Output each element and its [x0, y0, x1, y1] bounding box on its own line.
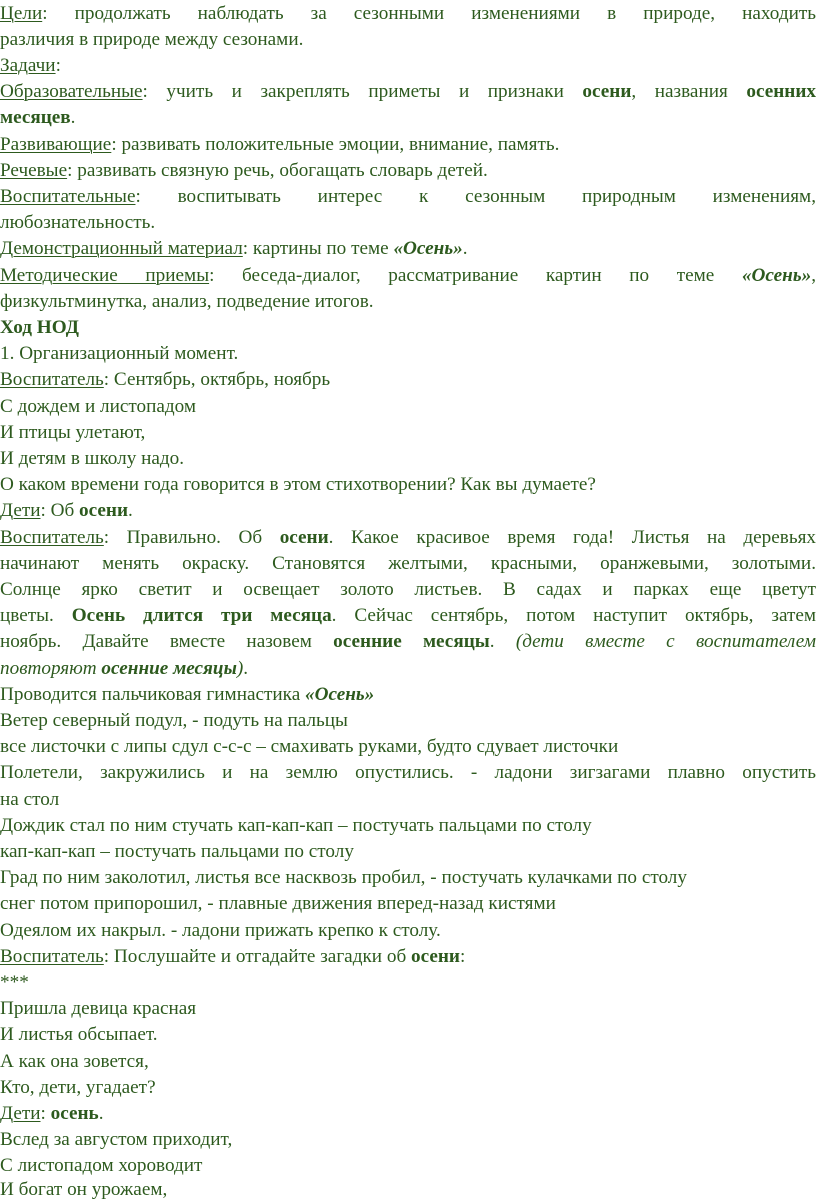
tasks-heading	[0, 53, 816, 78]
educational-label: Образовательные	[0, 81, 143, 102]
teacher-poem-line-1	[0, 367, 816, 392]
riddles-intro	[0, 944, 816, 969]
teacher-label: Воспитатель	[0, 369, 104, 390]
goals-label: Цели	[0, 3, 43, 24]
lesson-heading: Ход НОД	[0, 317, 79, 338]
children-label: Дети	[0, 500, 41, 521]
educational-bold-autumnal: осенних	[746, 81, 816, 102]
riddles-intro-end: :	[460, 946, 466, 967]
speech-text: : развивать связную речь, обогащать словарь детей.	[67, 160, 488, 181]
educational-text-2: , названия	[631, 81, 747, 102]
answer-1-bold: осени	[79, 500, 129, 521]
children-label: Дети	[0, 1103, 41, 1124]
speech-l5-italic: (дети вместе с воспитателем	[515, 631, 816, 652]
methods-label: Методические приемы	[0, 265, 210, 286]
tasks-colon: :	[55, 55, 61, 76]
teacher-speech-line-1	[0, 525, 816, 550]
teacher-speech-text: : Правильно. Об	[103, 527, 280, 548]
gymnastics-line-5: Дождик стал по ним стучать кап-кап-кап – постучать пальцами по столу	[0, 815, 592, 836]
speech-label: Речевые	[0, 160, 68, 181]
tasks-label: Задачи	[0, 55, 56, 76]
educational-end: .	[70, 107, 76, 128]
educational-text: : учить и закреплять приметы и признаки	[142, 81, 583, 102]
educational-bold-months: месяцев	[0, 107, 71, 128]
teacher-speech-line-4	[0, 603, 816, 628]
gymnastics-line-4: на стол	[0, 789, 60, 810]
poem-line-4: И детям в школу надо.	[0, 448, 185, 469]
methods-line-1	[0, 263, 816, 288]
teacher-speech-line-6	[0, 656, 816, 681]
gymnastics-intro-text: Проводится пальчиковая гимнастика	[0, 684, 306, 705]
gymnastics-line-7: Град по ним заколотил, листья все насквозь пробил, - постучать кулачками по столу	[0, 867, 687, 888]
teacher-speech-line-3: Солнце ярко светит и освещает золото листьев. В садах и парках еще цветут	[0, 579, 816, 600]
teacher-label: Воспитатель	[0, 527, 104, 548]
poem-line-1: : Сентябрь, октябрь, ноябрь	[103, 369, 331, 390]
gymnastics-line-9: Одеялом их накрыл. - ладони прижать крепко к столу.	[0, 920, 441, 941]
teacher-label: Воспитатель	[0, 946, 104, 967]
demo-label: Демонстрационный материал	[0, 238, 243, 259]
methods-comma: ,	[811, 265, 816, 286]
speech-l6-c: )	[236, 658, 244, 679]
gymnastics-line-3: Полетели, закружились и на землю опустились. - ладони зигзагами плавно опустить	[0, 762, 816, 783]
demo-topic: «Осень»	[393, 238, 463, 259]
demo-text: : картины по теме	[242, 238, 394, 259]
methods-text: : беседа-диалог, рассматривание картин по теме	[209, 265, 742, 286]
riddles-intro-text: : Послушайте и отгадайте загадки об	[103, 946, 412, 967]
speech-l4-c: . Сейчас сентябрь, потом наступит октябрь, затем	[331, 605, 816, 626]
educational-bold-autumn: осени	[582, 81, 632, 102]
poem-line-3: И птицы улетают,	[0, 422, 146, 443]
speech-l6-bold: осенние месяцы	[101, 658, 237, 679]
gymnastics-line-8: снег потом припорошил, - плавные движения вперед-назад кистями	[0, 893, 556, 914]
answer-2-end: .	[98, 1103, 104, 1124]
teacher-speech-bold: осени	[279, 527, 329, 548]
goals-text: : продолжать наблюдать за сезонными изменениями в природе, находить	[42, 3, 816, 24]
answer-1-end: .	[128, 500, 133, 521]
goals-line-2: различия в природе между сезонами.	[0, 29, 304, 50]
upbringing-line-2: любознательность.	[0, 212, 156, 233]
org-moment: 1. Организационный момент.	[0, 343, 239, 364]
educational-line-1	[0, 79, 816, 104]
riddle-1-line-3: А как она зовется,	[0, 1051, 149, 1072]
answer-2-text: :	[40, 1103, 51, 1124]
speech-l5-c: .	[489, 631, 516, 652]
demo-line	[0, 236, 816, 261]
poem-line-2: С дождем и листопадом	[0, 396, 197, 417]
question-line: О каком времени года говорится в этом стихотворении? Как вы думаете?	[0, 474, 596, 495]
gymnastics-title: «Осень»	[305, 684, 375, 705]
speech-l5-bold: осенние месяцы	[333, 631, 490, 652]
teacher-speech-line-5	[0, 629, 816, 654]
speech-l4-bold: Осень длится три месяца	[71, 605, 332, 626]
speech-line	[0, 158, 816, 183]
demo-end: .	[462, 238, 468, 259]
methods-topic: «Осень»	[741, 265, 812, 286]
riddle-2-line-2: С листопадом хороводит	[0, 1155, 203, 1176]
riddles-intro-bold: осени	[411, 946, 460, 967]
teacher-speech-line-2: начинают менять окраску. Становятся желтыми, красными, оранжевыми, золотыми.	[0, 553, 816, 574]
speech-l6-a: повторяют	[0, 658, 102, 679]
riddle-2-line-1: Вслед за августом приходит,	[0, 1129, 233, 1150]
speech-l4-a: цветы.	[0, 605, 72, 626]
children-answer-2	[0, 1101, 816, 1126]
gymnastics-intro	[0, 682, 816, 707]
goals-line-1	[0, 1, 816, 26]
riddle-separator: ***	[0, 972, 29, 993]
riddle-1-line-4: Кто, дети, угадает?	[0, 1077, 156, 1098]
answer-2-bold: осень	[50, 1103, 99, 1124]
educational-line-2	[0, 105, 816, 130]
answer-1-text: : Об	[40, 500, 80, 521]
gymnastics-line-1: Ветер северный подул, - подуть на пальцы	[0, 710, 348, 731]
children-answer-1	[0, 498, 816, 523]
gymnastics-line-6: кап-кап-кап – постучать пальцами по столу	[0, 841, 354, 862]
riddle-2-line-3: И богат он урожаем,	[0, 1179, 168, 1200]
upbringing-line-1	[0, 184, 816, 209]
riddle-1-line-1: Пришла девица красная	[0, 998, 197, 1019]
speech-l6-end: .	[243, 658, 249, 679]
teacher-speech-text-2: . Какое красивое время года! Листья на деревьях	[328, 527, 816, 548]
upbringing-text: : воспитывать интерес к сезонным природным изменениям,	[135, 186, 816, 207]
riddle-1-line-2: И листья обсыпает.	[0, 1024, 158, 1045]
developmental-line	[0, 132, 816, 157]
methods-line-2: физкультминутка, анализ, подведение итогов.	[0, 291, 374, 312]
speech-l5-a: ноябрь. Давайте вместе назовем	[0, 631, 334, 652]
upbringing-label: Воспитательные	[0, 186, 136, 207]
developmental-label: Развивающие	[0, 134, 112, 155]
gymnastics-line-2: все листочки с липы сдул с-с-с – смахивать руками, будто сдувает листочки	[0, 736, 619, 757]
developmental-text: : развивать положительные эмоции, внимание, память.	[111, 134, 560, 155]
